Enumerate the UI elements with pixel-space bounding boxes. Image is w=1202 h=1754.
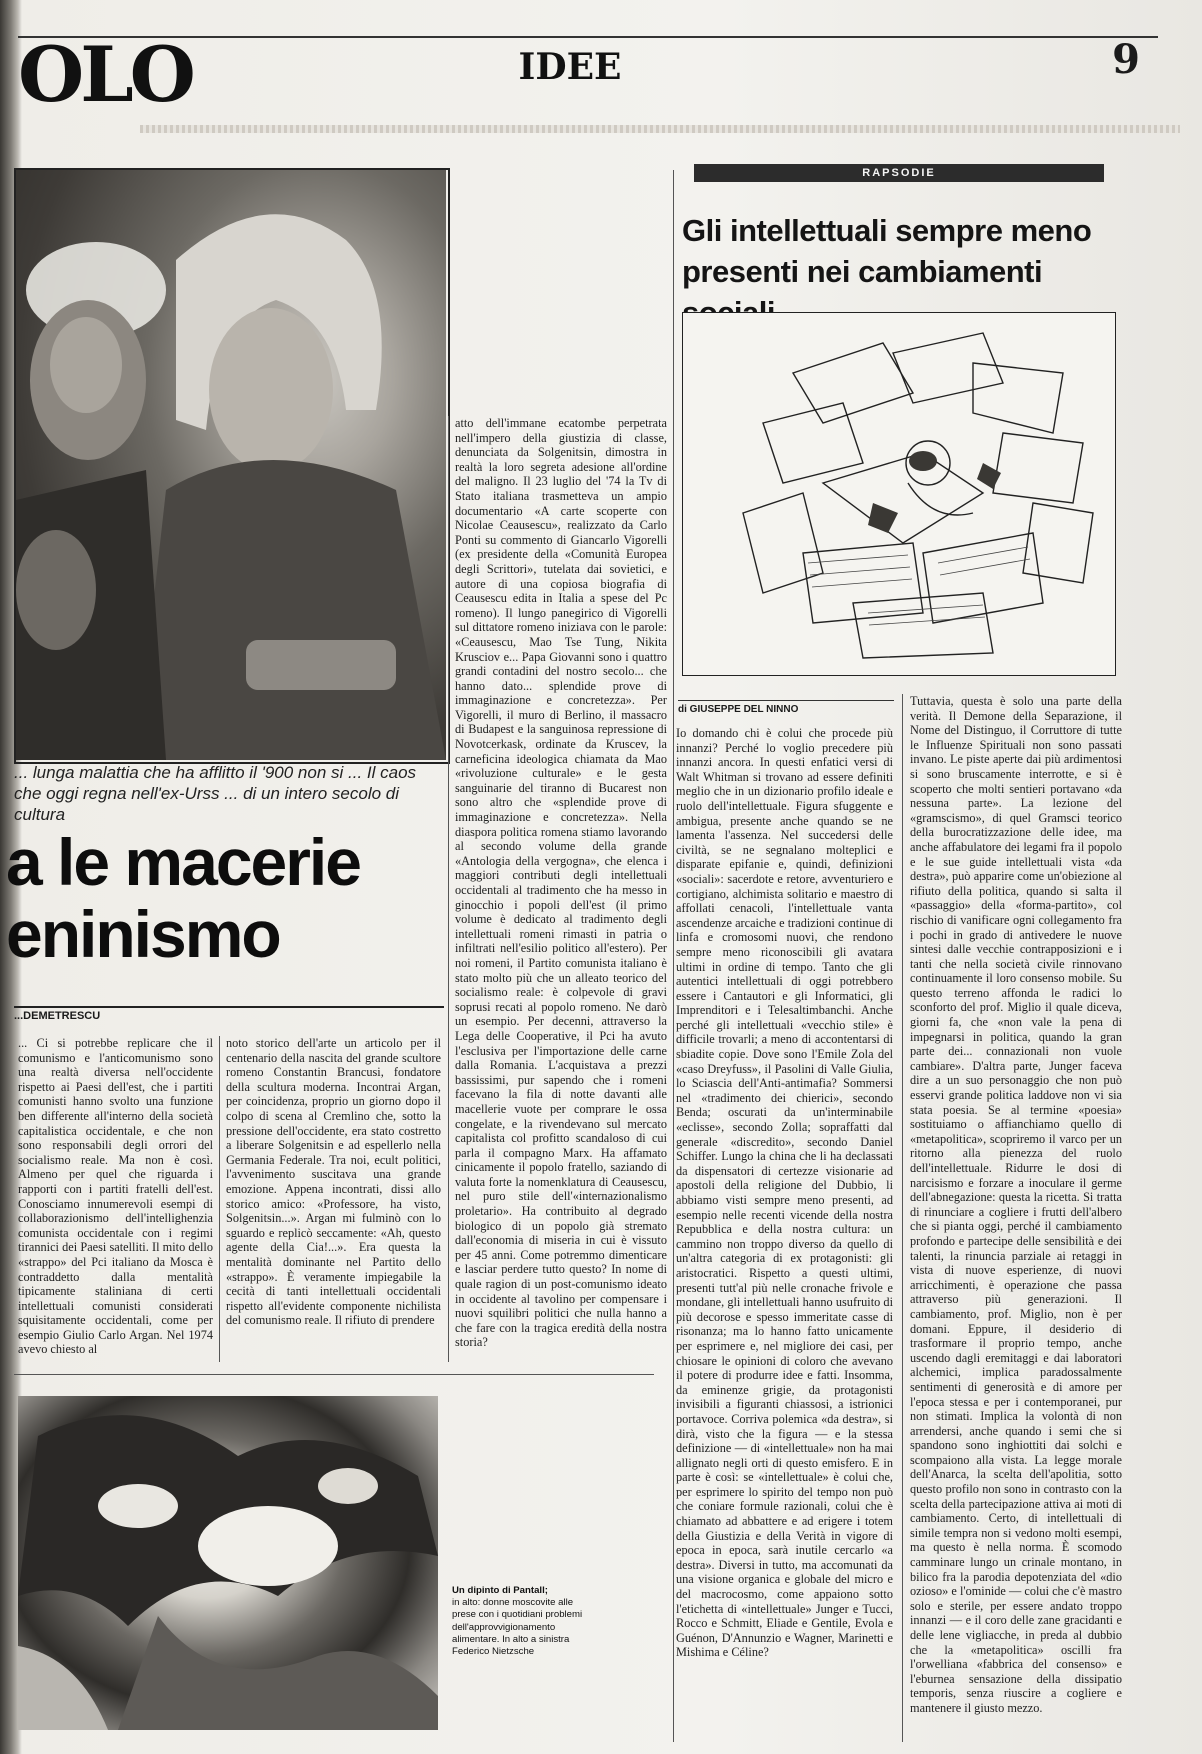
left-headline (6, 826, 446, 970)
left-headline-line1: a le macerie (6, 825, 360, 899)
photo-frame (14, 168, 450, 764)
illustration-books-drawing (683, 313, 1115, 675)
page-number: 9 (1112, 36, 1140, 83)
rubric-kicker: RAPSODIE (694, 164, 1104, 182)
right-headline: Gli intellettuali sempre meno presenti nei cambiamenti (682, 213, 1092, 289)
painting-caption (452, 1585, 592, 1658)
painting-caption-body: in alto: donne moscovite alle prese con i quotidiani problemi dell'approvvigionamento alimentare. In alto a sinistra Federico Nietzsche (452, 1597, 583, 1658)
column-divider (448, 416, 449, 1362)
left-article-column-2: noto storico dell'arte un articolo per il centenario della nascita del grande scultore romeno Constantin Brancusi, fondatore della scultura moderna. Incontrai Argan, per coincidenza, proprio un giorno dopo il colpo di scena al Cremlino che, sotto la pressione dell'occidente, era stato costretto a liberare Solgenitsin e ad espellerlo nella Germania Federale. Tra noi, ecult politici, l'avvenimento suscitava una grande emozione. Appena incontrati, dissi allo storico amico: «Professore, ha visto, Solgenitsin...». Argan mi fulminò con lo sguardo e replicò seccamente: «Ah, questo agente della Cia!...». Era questa la mentalità dominante nel Partito dello «strappo». È veramente impiegabile la cecità di tanti intellettuali occidentali rispetto all'evidente componente nichilista del comunismo reale. Il rifiuto di prendere (226, 1036, 441, 1328)
column-divider (219, 1036, 220, 1362)
right-byline: di GIUSEPPE DEL NINNO (678, 700, 894, 715)
header-rule (140, 125, 1180, 133)
left-headline-line2: eninismo (6, 897, 280, 971)
painting-image (18, 1396, 438, 1730)
left-article-column-1: ... Ci si potrebbe replicare che il comunismo e l'anticomunismo sono una realtà diversa nell'occidente rispetto ai Paesi dell'est, che i partiti comunisti hanno svolto una funzione ben differente all'interno della società capitalistica occidentale, e che non sono responsabili degli orrori del socialismo reale. Ma non è così. Almeno per quel che riguarda i rapporti con i partiti fratelli dell'est. Conosciamo innumerevoli esempi di collaborazionismo dell'intellighenzia comunista occidentale con i regimi tirannici dei Paesi satelliti. Il mito dello «strappo» del Pci italiano da Mosca è contraddetto dalla mentalità tipicamente staliniana di certi intellettuali comunisti considerati squisitamente occidentali, come per esempio Giulio Carlo Argan. Nel 1974 avevo chiesto al (18, 1036, 213, 1357)
left-byline: ...DEMETRESCU (14, 1006, 444, 1022)
section-rule (14, 1374, 654, 1375)
painting-caption-title: Un dipinto di Pantall; (452, 1585, 548, 1596)
right-article-column-1: Io domando chi è colui che procede più innanzi? Perché lo voglio precedere più innanzi ancora. In questi enfatici versi di Walt Whitman si trovano ad essere definiti meglio che in un dizionario profilo ideale e ruolo dell'intellettuale. Figura sfuggente e ambigua, presente anche quando se ne lamenta l'assenza. Nel succedersi delle civiltà, se ne segnalano molteplici e disparate epifanie e, quindi, definizioni «sociali»: sacerdote e retore, avventuriero e cortigiano, alchimista solitario e maestro di affollati cenacoli, l'intellettuale vanta ascendenze arcaiche e tradizioni continue di linfa e cromosomi nuovi, che rendono sempre meno riconoscibili gli avatara ultimi in ordine di tempo. Tanto che gli autentici intellettuali di oggi potrebbero essere i Cantautori e gli Informatici, gli Imprenditori e i Telesaltimbanchi. Anche perché gli intellettuali «vecchio stile» è difficile trovarli; a meno di accontentarsi di sbiadite copie. Dove sono l'Emile Zola del «caso Dreyfuss», il Pasolini di Valle Giulia, lo Sciascia dell'Anti-antimafia? Sommersi nel «tradimento dei chierici», secondo Benda; oscurati da un'interminabile «eclisse», secondo Zolla; sopraffatti dal generale «discredito», secondo Daniel Schiffer. Lungo la china che li ha declassati da dispensatori di certezze visionarie ad apostoli della religione del Dubbio, li abbiamo visti sempre meno presenti, ad esempio nelle recenti vicende della nostra Repubblica e della nostra cultura: un cammino non troppo diverso da quello di un'altra categoria di ex protagonisti: gli aristocratici. Rispetto a questi ultimi, presenti tutt'al più nelle cronache frivole e mondane, gli intellettuali hanno usufruito di più decorose e spesso immeritate casse di risonanza; ma lo hanno fatto unicamente per esprimere e, nel migliore dei casi, per chiosare le opinioni di coloro che avevano il potere di produrre idee e fatti. Insomma, da eminenze grigie, da protagonisti invisibili a figuranti chiassosi, a istrionici portavoce. Corriva polemica «da destra», si dirà, visto che la figura — e la stessa definizione — di «intellettuale» non ha mai allignato negli orti di questo emisfero. E in parte è così: se «intellettuale» è colui che, per esprimere lo spirito del tempo non può che coniare formule razionali, colui che è chiamato ad abbattere e ad erigere i totem della Giustizia e della Verità in vigore di epoca in epoca, sarà inutile cercarlo «a destra». Diversi in tutto, ma accomunati da una visione organica e globale del micro e del macrocosmo, come appaiono sotto l'etichetta di «intellettuale» Junger e Tucci, Rocco e Schmitt, Eliade e Gentile, Evola e Guénon, D'Annunzio e Wagner, Marinetti e Mishima e Céline? (676, 726, 893, 1660)
painting-abstract (18, 1396, 438, 1730)
column-divider (902, 694, 903, 1742)
right-article-column-2: Tuttavia, questa è solo una parte della verità. Il Demone della Separazione, il Nome del Distinguo, il Corruttore di tutte le Influenze Spirituali non sono passati invano. Le piste aperte dai più ardimentosi si sono bruscamente interrotte, e si è scoperto che molti sentieri portavano «da nessuna parte». La lezione del «gramscismo», di quel Gramsci teorico della burocratizzazione delle idee, ma anche affabulatore dei legami fra il popolo e le sue guide intellettuali vista «da destra», può apparire come un'obiezione al rifiuto della politica, quando si salta il «passaggio» della «forma-partito», col rischio di vanificare ogni collegamento fra i pochi in grado di antivedere le nuove sintesi dalle vecchie contrapposizioni e i tanti che nella società civile rinnovano continuamente il loro consenso mobile. Su questo terreno affonda le radici lo sconforto del prof. Miglio il quale diceva, giorni fa, che «non vale la pena di impegnarsi in politica, quando la gran parte dei... connazionali non vuole cambiare». D'altra parte, Junger faceva dire a un suo personaggio che non può esservi grande politica laddove non vi sia stata poesia. Se al termine «poesia» sostituiamo o affianchiamo quello di «metapolitica», scopriremo il varco per un ritorno alla pienezza del ruolo dell'intellettuale. Ridurre le dosi di narcisismo e forzare a inoculare il germe dell'abnegazione: questa la ricetta. Si tratta di rinunciare a cogliere i frutti dell'albero che si pianta oggi, perché il cambiamento profondo e partecipe delle sensibilità e dei talenti, la rinuncia parziale ai retaggi in vista di nuove esperienze, di nuovi arricchimenti, è operazione che passa attraverso più generazioni. Il cambiamento, prof. Miglio, non è per domani. Eppure, il desiderio di trasformare il proprio tempo, anche uscendo dagli eremitaggi e dai laboratori alchemici, implica paradossalmente sentimenti di generosità e di amore per l'epoca stessa e per i contemporanei, pur non stimati. Implica la volontà di non arrendersi, anche quando i semi che si spandono sono inghiottiti dai solchi e scompaiono alla vista. La legge morale dell'Anarca, la scelta dell'apolitia, sotto questo profilo non sono in contrasto con la scelta della partecipazione attiva ai moti di cambiamento. Certo, di intellettuali di simile tempra non si vedono molti esempi, ma questo è nella norma. È scomodo camminare lungo un crinale montano, in bilico fra la parodia depotenziata del «dio ozioso» e l'ominide — colui che c'è mastro solo e sterile, per essere andato troppo innanzi — e il coro delle zane gracidanti e delle lene vigliacche, in preda al dubbio che la «metapolitica» oscilli fra l'orwelliana «fabbrica del consenso» e l'eburnea sensazione della dissipatio temporis, senza riuscire a cogliere e mantenere il giusto mezzo. (910, 694, 1122, 1715)
masthead: OLO (18, 30, 192, 119)
column-divider (673, 170, 674, 1742)
illustration-books (682, 312, 1116, 676)
section-title: IDEE (518, 46, 622, 88)
left-article-column-3: atto dell'immane ecatombe perpetrata nell'impero della giustizia di classe, denunciata da Solgenitsin, dimostra in realtà la loro segreta adesione all'ordine del maligno. Il 23 luglio del '74 la Tv di Stato italiana trasmetteva un ampio documentario «A carte scoperte con Nicolae Ceausescu», realizzato da Carlo Ponti su commento di Giancarlo Vigorelli (ex presidente della «Comunità Europea degli Scrittori», tutelata dai sovietici, e autore di una copiosa biografia di Ceausescu edita in Italia a spese del Pc romeno). Il lungo panegirico di Vigorelli sul dittatore romeno iniziava con le parole: «Ceausescu, Mao Tse Tung, Nikita Krusciov e... Papa Giovanni sono i quattro grandi contadini del nostro secolo... che hanno dato... splendide prove di immaginazione e concretezza». Per Vigorelli, il muro di Berlino, il massacro di Budapest e la sanguinosa repressione di Novotcerkask, ordinate da Kruscev, la carneficina ideologica chiamata da Mao «rivoluzione culturale» e le gesta sanguinarie del tiranno di Bucarest non sono altro che «splendide prove di immaginazione e concretezza». Nella diaspora politica romena stiamo lavorando al secondo volume della grande «Antologia della vergogna», che elenca i maggiori contributi degli intellettuali occidentali al tradimento che ha messo in ginocchio i popoli dell'est (il primo volume è dedicato al tradimento degli intellettuali romeni rimasti in patria o infiltrati nell'esilio politico all'estero). Per noi romeni, il Partito comunista italiano è stato molto più che un alleato teorico del socialismo reale: è colpevole di gravi soprusi recati al popolo romeno. Ne darò un esempio. Per decenni, attraverso la Lega delle Cooperative, il Pci ha avuto l'esclusiva per l'importazione delle carne dalla Romania. L'acquistava a prezzi bassissimi, pur sapendo che i romeni facevano la fila di notte davanti alle macellerie vuote per comprare le ossa congelate, e la rivendevano sul mercato capitalista col profitto scandaloso di cui parla il compagno Marx. Ha affamato cinicamente il popolo fratello, saziando di valuta forte la nomenklatura di Ceausescu, nel puro stile dell'«internazionalismo proletario». Ha contribuito al degrado biologico di un popolo già stremato dall'economia di miseria in cui è vissuto per 45 anni. Come potremmo dimenticare e lasciar perdere tutto questo? In nome di quale ragion di un post-comunismo ideato in occidente al tavolino per compensare i nuovi squilibri politici che nulla hanno a che fare con la tragica eredità della nostra storia? (455, 416, 667, 1350)
photo-caption: ... lunga malattia che ha afflitto il '900 non si ... Il caos che oggi regna nell'ex-Urss ... di un intero secolo di cultura (14, 763, 417, 824)
